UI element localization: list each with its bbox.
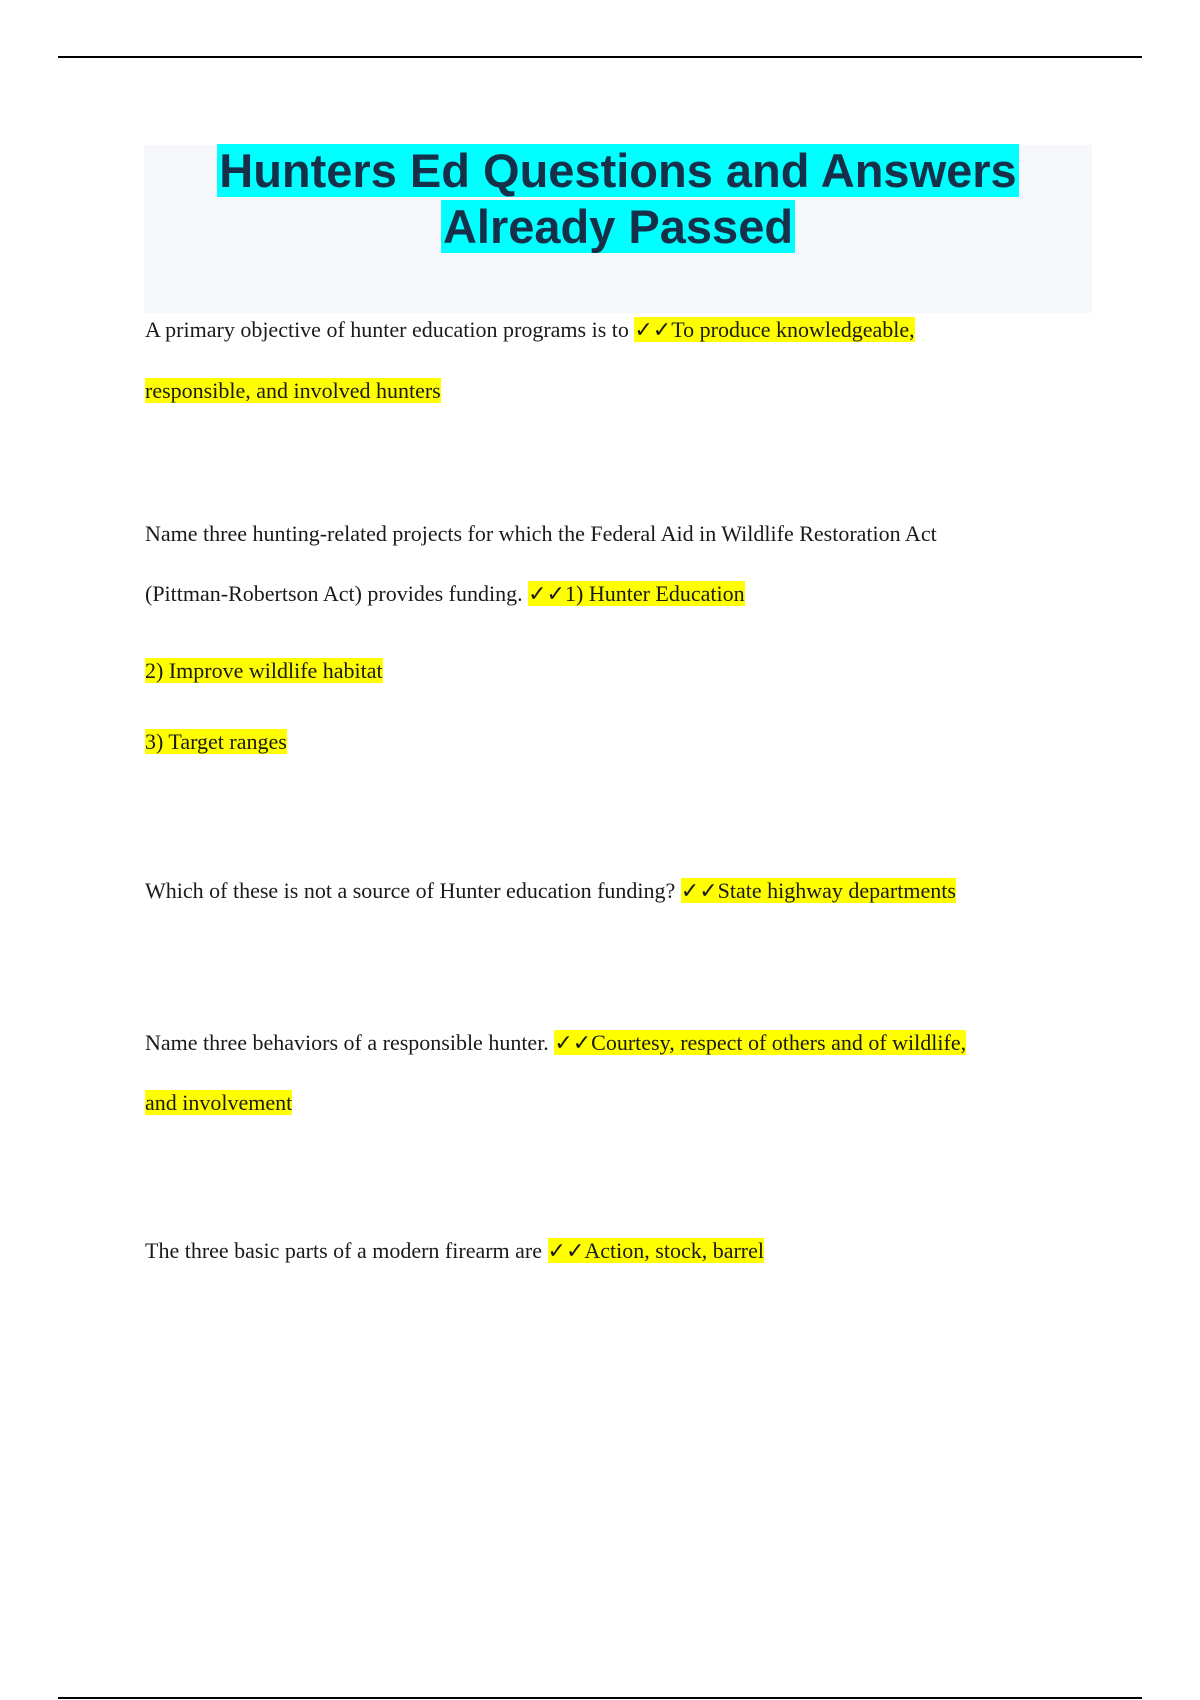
answer-text: ✓✓Courtesy, respect of others and of wildlife, — [554, 1030, 967, 1055]
question-text: Name three behaviors of a responsible hunter. — [145, 1030, 555, 1055]
qa-item-1-line-1 — [145, 315, 915, 345]
answer-text: ✓✓1) Hunter Education — [528, 581, 745, 606]
qa-item-5-line-1 — [145, 1236, 764, 1266]
question-text: (Pittman-Robertson Act) provides funding. — [145, 581, 529, 606]
question-text: Which of these is not a source of Hunter education funding? — [145, 878, 681, 903]
title-line-2: Already Passed — [442, 200, 794, 253]
title-line-1: Hunters Ed Questions and Answers — [219, 144, 1017, 197]
answer-text: 2) Improve wildlife habitat — [145, 658, 383, 683]
qa-item-2-line-2 — [145, 579, 745, 609]
qa-item-2-line-3 — [145, 656, 383, 686]
question-text: A primary objective of hunter education programs is to — [145, 317, 635, 342]
header-rule — [58, 56, 1142, 58]
qa-item-1-line-2 — [145, 376, 441, 406]
qa-item-3-line-1 — [145, 876, 956, 906]
answer-text: ✓✓Action, stock, barrel — [547, 1238, 765, 1263]
qa-item-4-line-1 — [145, 1028, 966, 1058]
question-text: Name three hunting-related projects for which the Federal Aid in Wildlife Restoration Act — [145, 521, 937, 546]
qa-item-2-line-4 — [145, 727, 287, 757]
qa-item-4-line-2 — [145, 1088, 292, 1118]
question-text: The three basic parts of a modern firearm are — [145, 1238, 548, 1263]
answer-text: 3) Target ranges — [145, 729, 287, 754]
qa-item-2-line-1 — [145, 519, 937, 549]
answer-text: ✓✓To produce knowledgeable, — [634, 317, 915, 342]
document-title — [144, 143, 1092, 255]
footer-rule — [58, 1697, 1142, 1699]
answer-text: ✓✓State highway departments — [680, 878, 956, 903]
answer-text: responsible, and involved hunters — [145, 378, 441, 403]
answer-text: and involvement — [145, 1090, 293, 1115]
